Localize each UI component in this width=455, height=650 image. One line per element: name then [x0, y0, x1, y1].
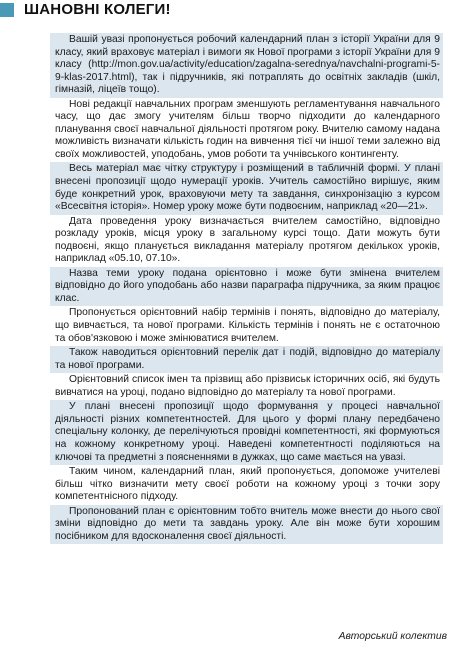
paragraph: Таким чином, календарний план, який пропонується, допоможе учителеві більш чітко визначити мету своєї роботи на кожному уроці з точки зору компетентнісного підходу.: [55, 466, 440, 503]
page-header: [0, 0, 455, 22]
paragraph: Вашій увазі пропонується робочий календарний план з історії України для 9 класу, який враховує матеріал і вимоги як Нової програми з історії України для 9 класу (http://mon.gov.ua/activity/education/zagalna-serednya/navchalni-programi-5-9-klas-2017.html), так і підручників, які потраплять до освітніх закладів (шкіл, гімназій, ліцеїв тощо).: [50, 33, 443, 98]
paragraph: Весь матеріал має чітку структуру і розміщений в табличній формі. У плані внесені пропозиції щодо нумерації уроків. Учитель самостійно вирішує, яким буде конкретний урок, враховуючи мету та завдання, синхронізацію з курсом «Всесвітня історія». Номер уроку може бути подвоєним, наприклад «20—21».: [50, 162, 443, 214]
accent-bar: [0, 3, 14, 17]
paragraph: Також наводиться орієнтовний перелік дат і подій, відповідно до матеріалу та нової програми.: [50, 346, 443, 373]
paragraph: Нові редакції навчальних програм зменшують регламентування навчального часу, що дає змогу учителям більш творчо підходити до календарного планування своєї навчальної діяльності протягом року. Вчителю самому надана можливість визначати кількість годин на вивчення тієї чи іншої теми залежно від своїх можливостей, уподобань, умов роботи та учнівського контингенту.: [55, 98, 440, 160]
paragraph: Дата проведення уроку визначається вчителем самостійно, відповідно розкладу уроків, місця уроку в загальному курсі тощо. Дати можуть бути подвоєні, якщо планується викладання матеріалу протягом декількох уроків, наприклад «05.10, 07.10».: [55, 215, 440, 265]
paragraph: У плані внесені пропозиції щодо формування у процесі навчальної діяльності різних компетентностей. Для цього у формі плану передбачено спеціальну колонку, де перелічуються провідні компетентності, які формуються на кожному конкретному уроці. Наведені компетентності поділяються на ключові та предметні з поясненнями в дужках, що саме мається на увазі.: [50, 400, 443, 465]
paragraph: Пропонований план є орієнтовним тобто вчитель може внести до нього свої зміни відповідно до мети та завдань уроку. Але він може бути хорошим посібником для вдосконалення своєї діяльності.: [50, 505, 443, 545]
paragraph: Орієнтовний список імен та прізвищ або прізвиськ історичних осіб, які будуть вивчатися на уроці, подано відповідно до матеріалу та нової програми.: [55, 374, 440, 398]
page-title: ШАНОВНІ КОЛЕГИ!: [24, 1, 171, 18]
letter-body: [50, 33, 443, 544]
paragraph: Назва теми уроку подана орієнтовно і може бути змінена вчителем відповідно до його уподобань або назви параграфа підручника, за яким працює клас.: [50, 267, 443, 307]
signature: Авторський колектив: [338, 631, 447, 642]
paragraph: Пропонується орієнтовний набір термінів і понять, відповідно до матеріалу, що вивчається, та нової програми. Кількість термінів і понять не є остаточною та обов'язковою і може змінюватися вчителем.: [55, 307, 440, 344]
